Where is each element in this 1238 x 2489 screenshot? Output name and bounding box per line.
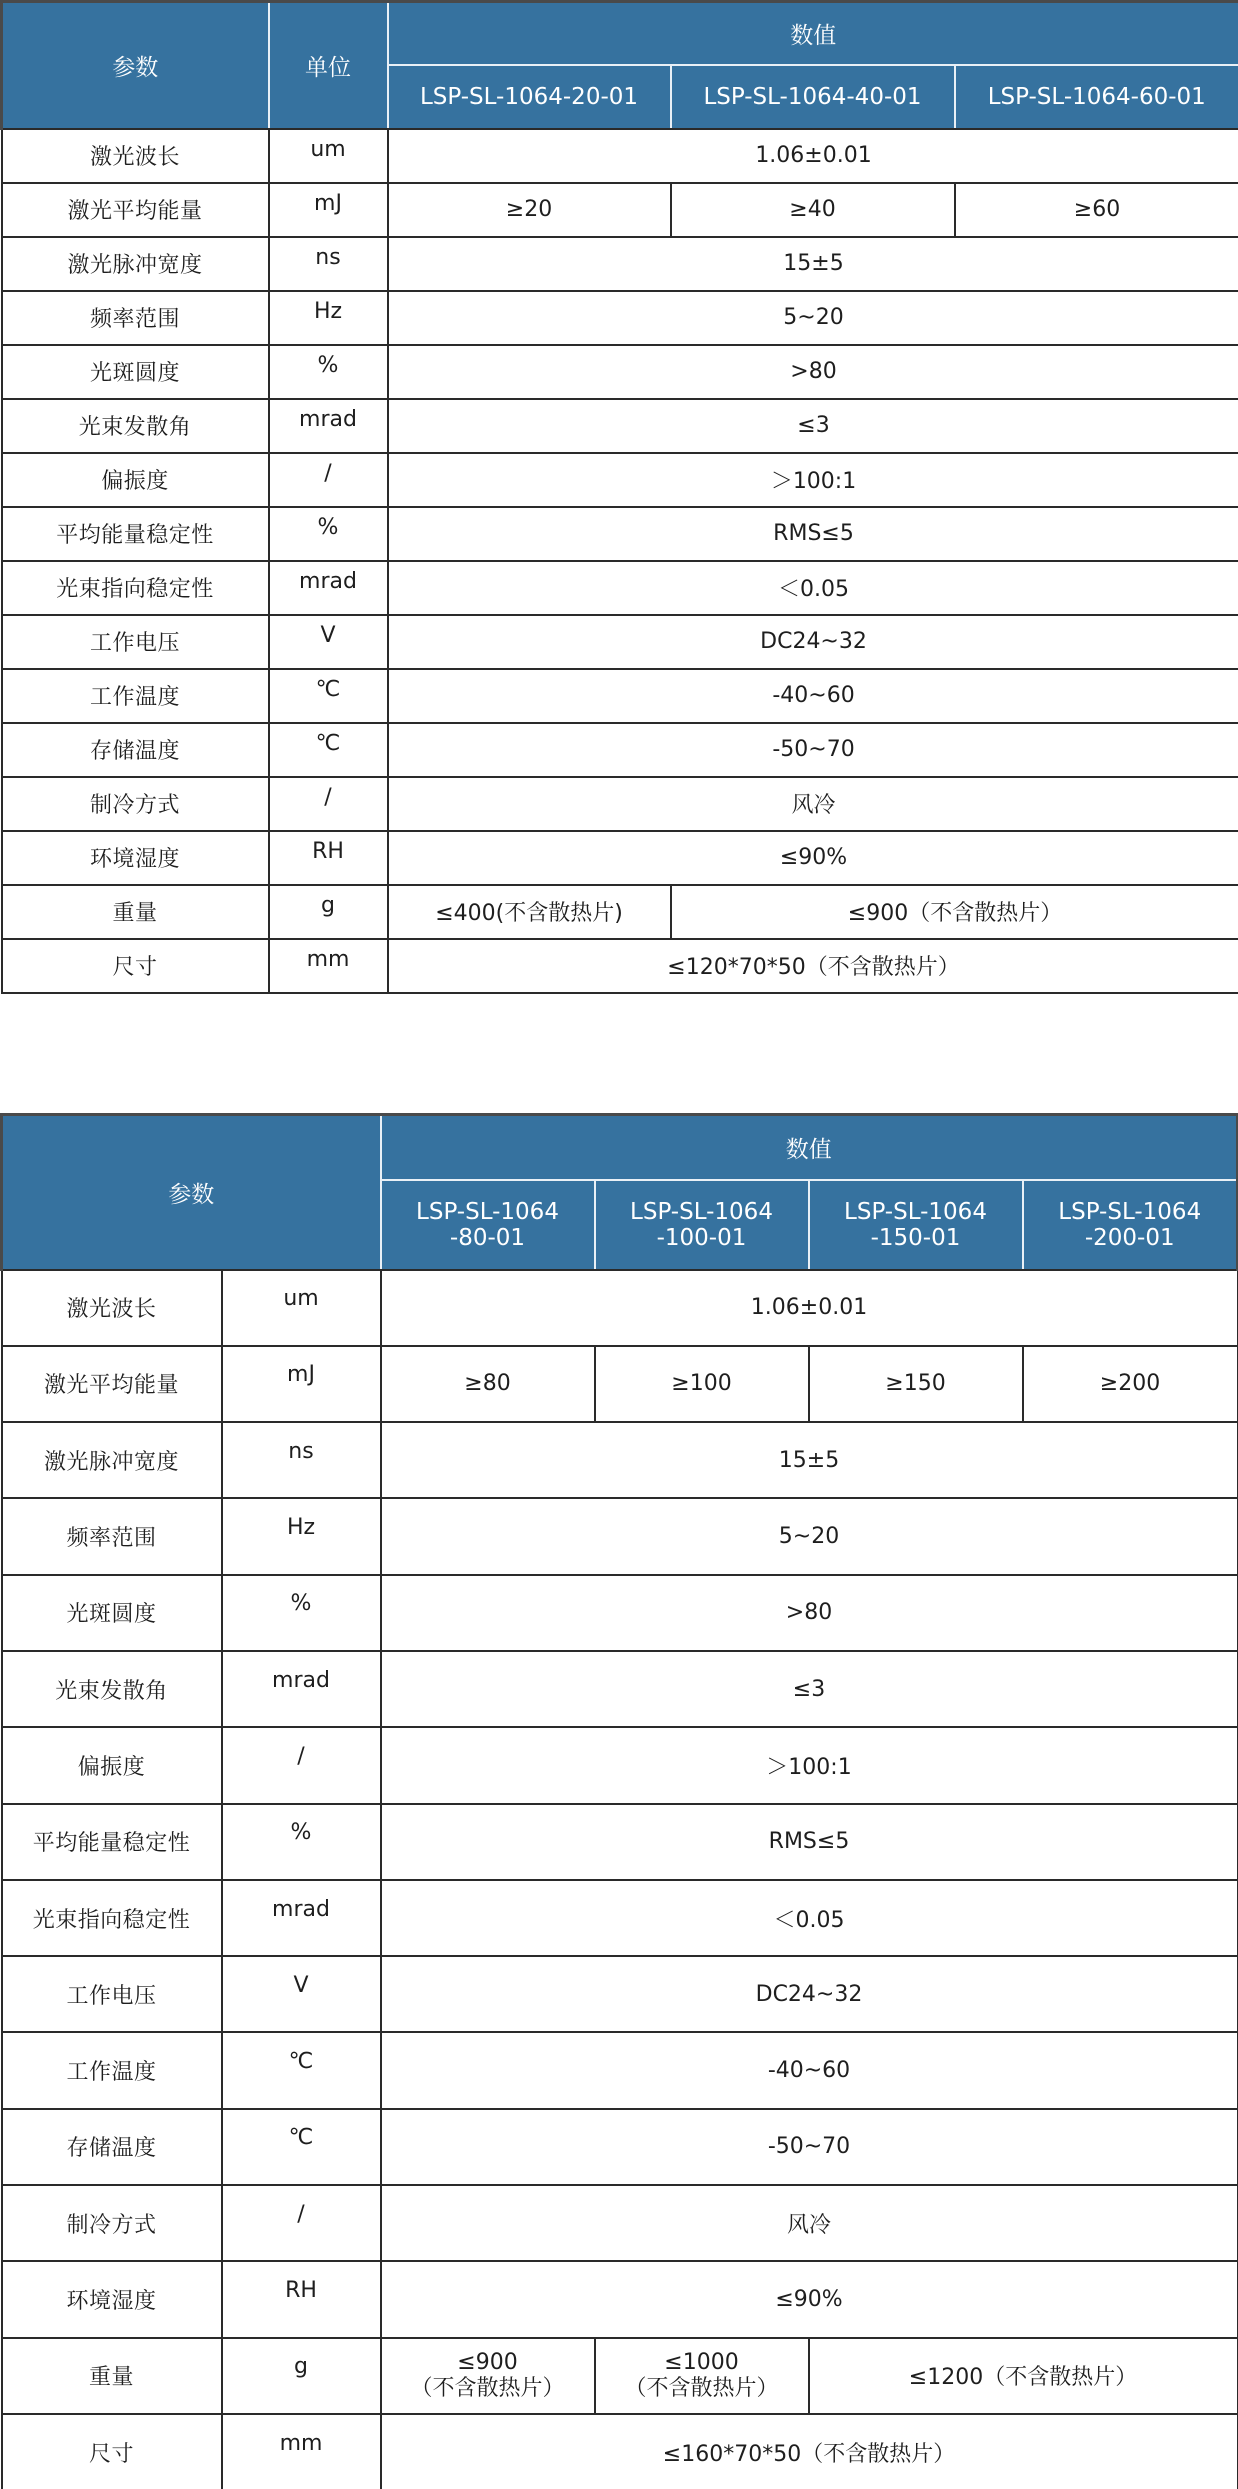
header-unit: 单位 xyxy=(269,2,388,129)
param-label: 制冷方式 xyxy=(2,2185,222,2261)
table-row xyxy=(2,453,1238,507)
value-cell: ≤90% xyxy=(388,831,1238,885)
unit-label: g xyxy=(269,885,388,939)
param-label: 重量 xyxy=(2,885,269,939)
param-label: 工作温度 xyxy=(2,669,269,723)
header-param: 参数 xyxy=(2,2,269,129)
value-cell: ≥80 xyxy=(381,1346,595,1422)
table-row xyxy=(2,723,1238,777)
unit-label: ℃ xyxy=(222,2109,381,2185)
value-cell: ≤3 xyxy=(388,399,1238,453)
param-label: 激光平均能量 xyxy=(2,183,269,237)
model-line-2: -200-01 xyxy=(1084,1224,1175,1251)
table-row xyxy=(2,1880,1238,1956)
unit-label: Hz xyxy=(269,291,388,345)
unit-label: mrad xyxy=(222,1880,381,1956)
weight-note: （不含散热片） xyxy=(410,2375,565,2401)
table-row xyxy=(2,507,1238,561)
param-label: 制冷方式 xyxy=(2,777,269,831)
table-row xyxy=(2,2032,1238,2108)
param-label: 存储温度 xyxy=(2,2109,222,2185)
value-cell: ≥40 xyxy=(671,183,955,237)
param-label: 光束指向稳定性 xyxy=(2,1880,222,1956)
unit-label: um xyxy=(222,1270,381,1346)
param-label: 光斑圆度 xyxy=(2,345,269,399)
model-line-1: LSP-SL-1064 xyxy=(844,1198,987,1225)
param-label: 激光脉冲宽度 xyxy=(2,237,269,291)
param-label: 光斑圆度 xyxy=(2,1575,222,1651)
header-model-60: LSP-SL-1064-60-01 xyxy=(955,65,1238,129)
param-label: 激光脉冲宽度 xyxy=(2,1422,222,1498)
table-row xyxy=(2,399,1238,453)
value-cell: ≤90% xyxy=(381,2261,1238,2337)
unit-label: % xyxy=(222,1575,381,1651)
weight-value: ≤1000 xyxy=(664,2349,739,2375)
header-model-80 xyxy=(381,1180,595,1270)
param-label: 光束发散角 xyxy=(2,399,269,453)
unit-label: / xyxy=(222,1727,381,1803)
table-row xyxy=(2,237,1238,291)
value-cell: -40~60 xyxy=(381,2032,1238,2108)
param-label: 激光波长 xyxy=(2,129,269,183)
table-row xyxy=(2,1804,1238,1880)
value-cell xyxy=(595,2338,809,2414)
param-label: 尺寸 xyxy=(2,2414,222,2489)
param-label: 偏振度 xyxy=(2,453,269,507)
unit-label: / xyxy=(269,453,388,507)
value-cell: -50~70 xyxy=(388,723,1238,777)
value-cell: 15±5 xyxy=(388,237,1238,291)
value-cell: ≤3 xyxy=(381,1651,1238,1727)
unit-label: mJ xyxy=(269,183,388,237)
table-row xyxy=(2,1956,1238,2032)
unit-label: mm xyxy=(269,939,388,993)
value-cell: 1.06±0.01 xyxy=(388,129,1238,183)
param-label: 频率范围 xyxy=(2,1498,222,1574)
table-row xyxy=(2,2185,1238,2261)
value-cell: ≤120*70*50（不含散热片） xyxy=(388,939,1238,993)
value-cell: -40~60 xyxy=(388,669,1238,723)
table-row xyxy=(2,129,1238,183)
header-param: 参数 xyxy=(2,1115,381,1270)
value-cell: RMS≤5 xyxy=(381,1804,1238,1880)
param-label: 平均能量稳定性 xyxy=(2,507,269,561)
param-label: 平均能量稳定性 xyxy=(2,1804,222,1880)
param-label: 光束发散角 xyxy=(2,1651,222,1727)
unit-label: mrad xyxy=(222,1651,381,1727)
value-cell: ≥60 xyxy=(955,183,1238,237)
table-row xyxy=(2,885,1238,939)
table-row xyxy=(2,345,1238,399)
value-cell: ＜0.05 xyxy=(381,1880,1238,1956)
value-cell: ＞100:1 xyxy=(388,453,1238,507)
header-value-group: 数值 xyxy=(388,2,1238,65)
unit-label: um xyxy=(269,129,388,183)
value-cell: 5~20 xyxy=(388,291,1238,345)
table-row xyxy=(2,1346,1238,1422)
value-cell: ≤160*70*50（不含散热片） xyxy=(381,2414,1238,2489)
unit-label: mm xyxy=(222,2414,381,2489)
value-cell: ≤1200（不含散热片） xyxy=(809,2338,1238,2414)
table-row xyxy=(2,2338,1238,2414)
unit-label: V xyxy=(269,615,388,669)
model-line-1: LSP-SL-1064 xyxy=(1058,1198,1202,1225)
param-label: 激光波长 xyxy=(2,1270,222,1346)
table-row xyxy=(2,939,1238,993)
header-model-40: LSP-SL-1064-40-01 xyxy=(671,65,955,129)
table-row xyxy=(2,777,1238,831)
value-cell: 1.06±0.01 xyxy=(381,1270,1238,1346)
table-row xyxy=(2,1651,1238,1727)
unit-label: mJ xyxy=(222,1346,381,1422)
unit-label: mrad xyxy=(269,561,388,615)
unit-label: / xyxy=(269,777,388,831)
unit-label: RH xyxy=(269,831,388,885)
header-model-100 xyxy=(595,1180,809,1270)
unit-label: / xyxy=(222,2185,381,2261)
unit-label: mrad xyxy=(269,399,388,453)
value-cell: 5~20 xyxy=(381,1498,1238,1574)
value-cell: RMS≤5 xyxy=(388,507,1238,561)
table-row xyxy=(2,2109,1238,2185)
param-label: 激光平均能量 xyxy=(2,1346,222,1422)
value-cell: ≥20 xyxy=(388,183,671,237)
value-cell: ＞100:1 xyxy=(381,1727,1238,1803)
value-cell: DC24~32 xyxy=(381,1956,1238,2032)
value-cell: ≥100 xyxy=(595,1346,809,1422)
spec-table-80-200 xyxy=(0,1113,1238,2489)
model-line-1: LSP-SL-1064 xyxy=(416,1198,559,1225)
param-label: 光束指向稳定性 xyxy=(2,561,269,615)
value-cell: -50~70 xyxy=(381,2109,1238,2185)
param-label: 工作温度 xyxy=(2,2032,222,2108)
value-cell: >80 xyxy=(381,1575,1238,1651)
unit-label: g xyxy=(222,2338,381,2414)
value-cell: >80 xyxy=(388,345,1238,399)
value-cell xyxy=(381,2338,595,2414)
value-cell: ≤400(不含散热片) xyxy=(388,885,671,939)
param-label: 存储温度 xyxy=(2,723,269,777)
header-model-150 xyxy=(809,1180,1023,1270)
value-cell: ≥150 xyxy=(809,1346,1023,1422)
value-cell: DC24~32 xyxy=(388,615,1238,669)
param-label: 重量 xyxy=(2,2338,222,2414)
param-label: 尺寸 xyxy=(2,939,269,993)
unit-label: ℃ xyxy=(269,723,388,777)
table-row xyxy=(2,1498,1238,1574)
unit-label: % xyxy=(269,345,388,399)
param-label: 偏振度 xyxy=(2,1727,222,1803)
param-label: 频率范围 xyxy=(2,291,269,345)
unit-label: % xyxy=(222,1804,381,1880)
model-line-2: -100-01 xyxy=(656,1224,747,1251)
value-cell: ＜0.05 xyxy=(388,561,1238,615)
table-row xyxy=(2,1575,1238,1651)
table-row xyxy=(2,669,1238,723)
header-value-group: 数值 xyxy=(381,1115,1238,1180)
unit-label: ns xyxy=(269,237,388,291)
param-label: 工作电压 xyxy=(2,1956,222,2032)
unit-label: ℃ xyxy=(222,2032,381,2108)
table-row xyxy=(2,561,1238,615)
value-cell: 风冷 xyxy=(381,2185,1238,2261)
param-label: 工作电压 xyxy=(2,615,269,669)
value-cell: 15±5 xyxy=(381,1422,1238,1498)
unit-label: V xyxy=(222,1956,381,2032)
model-line-2: -80-01 xyxy=(449,1224,526,1251)
table-row xyxy=(2,183,1238,237)
table-row xyxy=(2,2414,1238,2489)
weight-note: （不含散热片） xyxy=(624,2375,779,2401)
model-line-2: -150-01 xyxy=(870,1224,961,1251)
value-cell: ≥200 xyxy=(1023,1346,1238,1422)
unit-label: RH xyxy=(222,2261,381,2337)
table-row xyxy=(2,615,1238,669)
value-cell: ≤900（不含散热片） xyxy=(671,885,1238,939)
value-cell: 风冷 xyxy=(388,777,1238,831)
weight-value: ≤900 xyxy=(457,2349,518,2375)
unit-label: ns xyxy=(222,1422,381,1498)
param-label: 环境湿度 xyxy=(2,831,269,885)
unit-label: % xyxy=(269,507,388,561)
unit-label: ℃ xyxy=(269,669,388,723)
table-row xyxy=(2,1270,1238,1346)
table-row xyxy=(2,291,1238,345)
model-line-1: LSP-SL-1064 xyxy=(630,1198,773,1225)
table-row xyxy=(2,1422,1238,1498)
unit-label: Hz xyxy=(222,1498,381,1574)
header-model-200 xyxy=(1023,1180,1238,1270)
table-row xyxy=(2,1727,1238,1803)
table-row xyxy=(2,2261,1238,2337)
table-row xyxy=(2,831,1238,885)
header-model-20: LSP-SL-1064-20-01 xyxy=(388,65,671,129)
param-label: 环境湿度 xyxy=(2,2261,222,2337)
spec-table-20-60 xyxy=(0,0,1238,994)
